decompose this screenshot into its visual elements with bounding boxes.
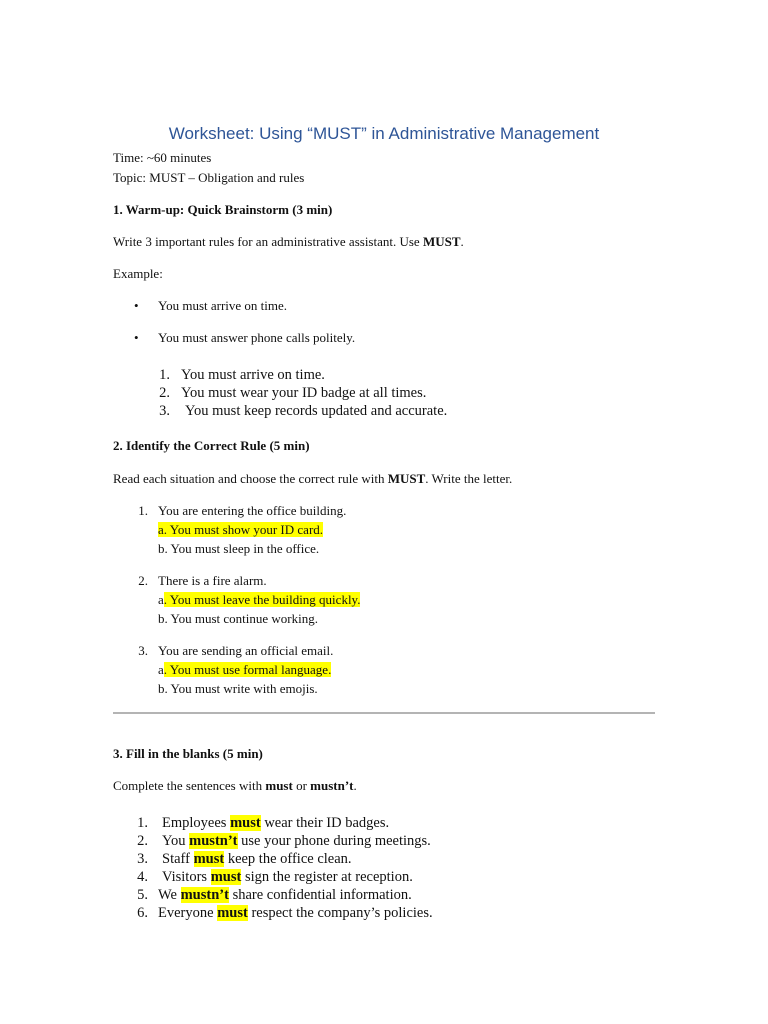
fill-blank-item: We mustn’t share confidential information.: [158, 887, 412, 903]
situation-text: You are entering the office building.: [158, 503, 347, 518]
option-a: a. You must use formal language.: [158, 662, 332, 677]
time-line: Time: ~60 minutes: [113, 150, 212, 165]
fill-blank-item: Employees must wear their ID badges.: [162, 815, 390, 831]
option-a: a. You must show your ID card.: [158, 522, 324, 537]
bullet-icon: •: [134, 298, 139, 313]
fill-blank-item: You mustn’t use your phone during meetings.: [162, 833, 431, 849]
list-number: 3.: [159, 403, 170, 419]
list-number: 2.: [159, 385, 170, 401]
horizontal-divider: [113, 712, 655, 714]
list-number: 3.: [138, 643, 148, 658]
option-b: b. You must write with emojis.: [158, 681, 318, 696]
situation-text: There is a fire alarm.: [158, 573, 267, 588]
list-number: 5.: [137, 887, 148, 903]
list-number: 3.: [137, 851, 148, 867]
list-number: 2.: [137, 833, 148, 849]
page-title: Worksheet: Using “MUST” in Administrative Management: [168, 124, 600, 143]
situation-text: You are sending an official email.: [158, 643, 334, 658]
list-number: 1.: [138, 503, 148, 518]
list-number: 4.: [137, 869, 148, 885]
list-number: 1.: [137, 815, 148, 831]
section3-instruction: Complete the sentences with must or mustn’t.: [113, 778, 357, 793]
bullet-item: You must answer phone calls politely.: [158, 330, 356, 345]
list-number: 1.: [159, 367, 170, 383]
section2-heading: 2. Identify the Correct Rule (5 min): [113, 438, 310, 453]
bullet-item: You must arrive on time.: [158, 298, 288, 313]
fill-blank-item: Staff must keep the office clean.: [162, 851, 352, 867]
answer-item: You must arrive on time.: [181, 367, 325, 383]
section2-instruction: Read each situation and choose the correct rule with MUST. Write the letter.: [113, 471, 513, 486]
topic-line: Topic: MUST – Obligation and rules: [113, 170, 305, 185]
list-number: 6.: [137, 905, 148, 921]
fill-blank-item: Everyone must respect the company’s policies.: [158, 905, 433, 921]
answer-item: You must keep records updated and accurate.: [185, 403, 448, 419]
section3-heading: 3. Fill in the blanks (5 min): [113, 746, 263, 761]
answer-item: You must wear your ID badge at all times.: [181, 385, 427, 401]
option-b: b. You must continue working.: [158, 611, 318, 626]
list-number: 2.: [138, 573, 148, 588]
fill-blank-item: Visitors must sign the register at reception.: [162, 869, 413, 885]
section1-heading: 1. Warm-up: Quick Brainstorm (3 min): [113, 202, 333, 217]
option-a: a. You must leave the building quickly.: [158, 592, 361, 607]
example-label: Example:: [113, 266, 163, 281]
option-b: b. You must sleep in the office.: [158, 541, 320, 556]
section1-instruction: Write 3 important rules for an administrative assistant. Use MUST.: [113, 234, 464, 249]
bullet-icon: •: [134, 330, 139, 345]
